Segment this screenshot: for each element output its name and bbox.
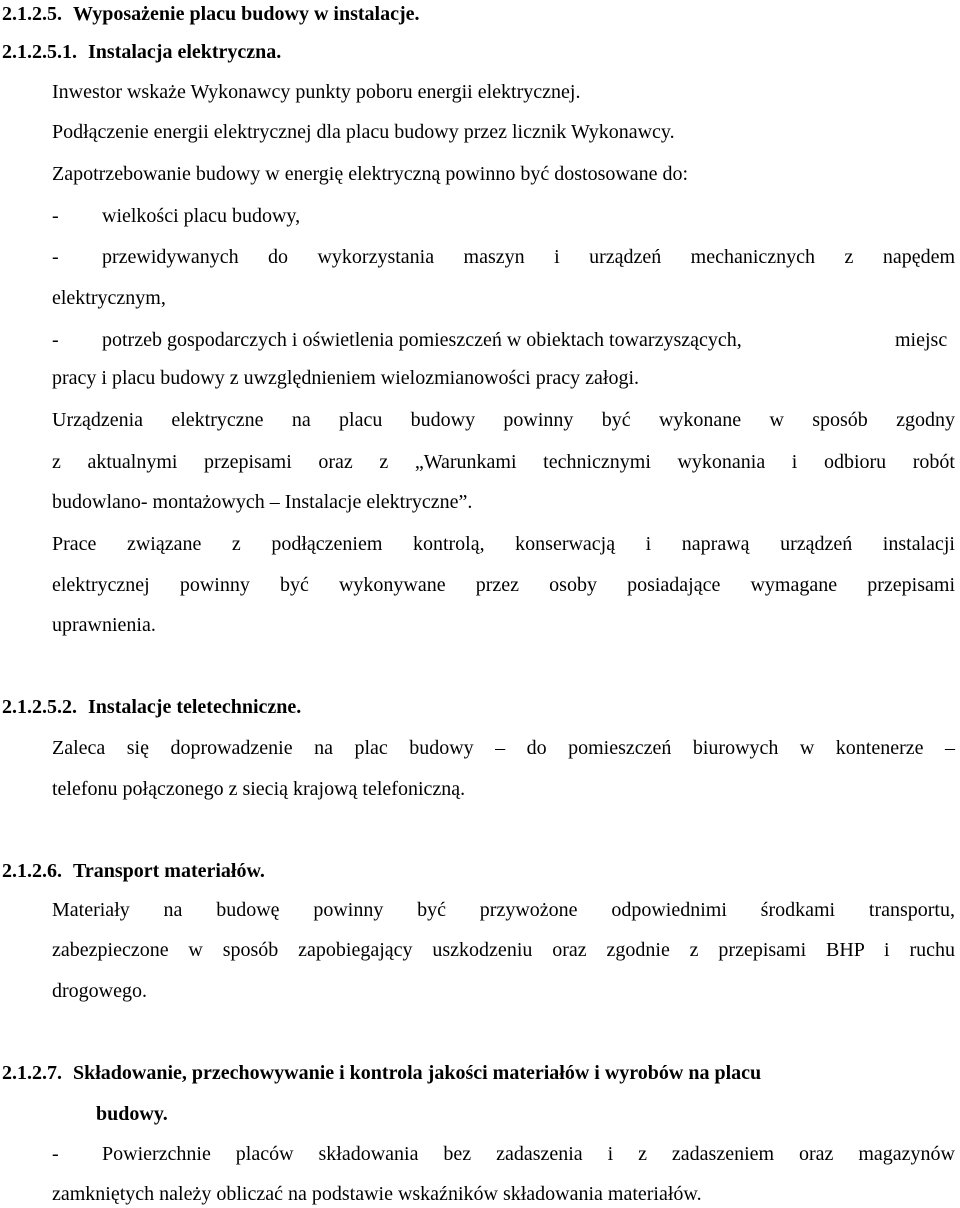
section-title: Składowanie, przechowywanie i kontrola jakości materiałów i wyrobów na placu bbox=[73, 1062, 762, 1084]
paragraph-line: telefonu połączonego z siecią krajową telefoniczną. bbox=[52, 778, 466, 800]
section-title: Instalacje teletechniczne. bbox=[88, 696, 302, 718]
section-number: 2.1.2.7. bbox=[2, 1062, 62, 1084]
section-title-continuation: budowy. bbox=[96, 1103, 168, 1125]
paragraph-line: Materiały na budowę powinny być przywożone odpowiednimi środkami transportu, bbox=[52, 899, 955, 921]
list-item-dash: - bbox=[52, 329, 59, 351]
list-item-dash: - bbox=[52, 246, 59, 268]
list-item: Powierzchnie placów składowania bez zadaszenia i z zadaszeniem oraz magazynów bbox=[102, 1143, 955, 1165]
paragraph-line: uprawnienia. bbox=[52, 614, 156, 636]
section-number: 2.1.2.6. bbox=[2, 860, 62, 882]
list-item-continuation: elektrycznym, bbox=[52, 287, 166, 309]
list-item-dash: - bbox=[52, 1143, 59, 1165]
list-item-continuation: pracy i placu budowy z uwzględnieniem wielozmianowości pracy załogi. bbox=[52, 367, 640, 389]
list-item: przewidywanych do wykorzystania maszyn i urządzeń mechanicznych z napędem bbox=[102, 246, 955, 268]
list-item-continuation: zamkniętych należy obliczać na podstawie wskaźników składowania materiałów. bbox=[52, 1183, 702, 1205]
section-title: Instalacja elektryczna. bbox=[88, 41, 282, 63]
paragraph-line: budowlano- montażowych – Instalacje elektryczne”. bbox=[52, 491, 473, 513]
paragraph-line: zabezpieczone w sposób zapobiegający uszkodzeniu oraz zgodnie z przepisami BHP i ruchu bbox=[52, 939, 955, 961]
section-number: 2.1.2.5.1. bbox=[2, 41, 77, 63]
section-heading-2-1-2-6 bbox=[2, 859, 265, 883]
paragraph-line: drogowego. bbox=[52, 980, 147, 1002]
paragraph-line: Zapotrzebowanie budowy w energię elektryczną powinno być dostosowane do: bbox=[52, 163, 689, 185]
paragraph-line: Podłączenie energii elektrycznej dla placu budowy przez licznik Wykonawcy. bbox=[52, 121, 675, 143]
section-title: Transport materiałów. bbox=[73, 860, 265, 882]
paragraph-line: Prace związane z podłączeniem kontrolą, konserwacją i naprawą urządzeń instalacji bbox=[52, 533, 955, 555]
paragraph-line: Zaleca się doprowadzenie na plac budowy – do pomieszczeń biurowych w kontenerze – bbox=[52, 737, 955, 759]
list-item: wielkości placu budowy, bbox=[102, 205, 301, 227]
section-number: 2.1.2.5. bbox=[2, 3, 62, 25]
list-item-dash: - bbox=[52, 205, 59, 227]
section-heading-2-1-2-5-1 bbox=[2, 40, 281, 64]
list-item-end-word: miejsc bbox=[895, 329, 948, 351]
list-item: potrzeb gospodarczych i oświetlenia pomieszczeń w obiektach towarzyszących, bbox=[102, 329, 742, 351]
paragraph-line: Inwestor wskaże Wykonawcy punkty poboru energii elektrycznej. bbox=[52, 81, 581, 103]
paragraph-line: Urządzenia elektryczne na placu budowy powinny być wykonane w sposób zgodny bbox=[52, 409, 955, 431]
section-heading-2-1-2-7 bbox=[2, 1061, 761, 1085]
section-number: 2.1.2.5.2. bbox=[2, 696, 77, 718]
section-heading-2-1-2-5-2 bbox=[2, 695, 301, 719]
paragraph-line: elektrycznej powinny być wykonywane przez osoby posiadające wymagane przepisami bbox=[52, 574, 955, 596]
section-title: Wyposażenie placu budowy w instalacje. bbox=[73, 3, 420, 25]
paragraph-line: z aktualnymi przepisami oraz z „Warunkami technicznymi wykonania i odbioru robót bbox=[52, 451, 955, 473]
section-heading-2-1-2-5 bbox=[2, 2, 420, 26]
